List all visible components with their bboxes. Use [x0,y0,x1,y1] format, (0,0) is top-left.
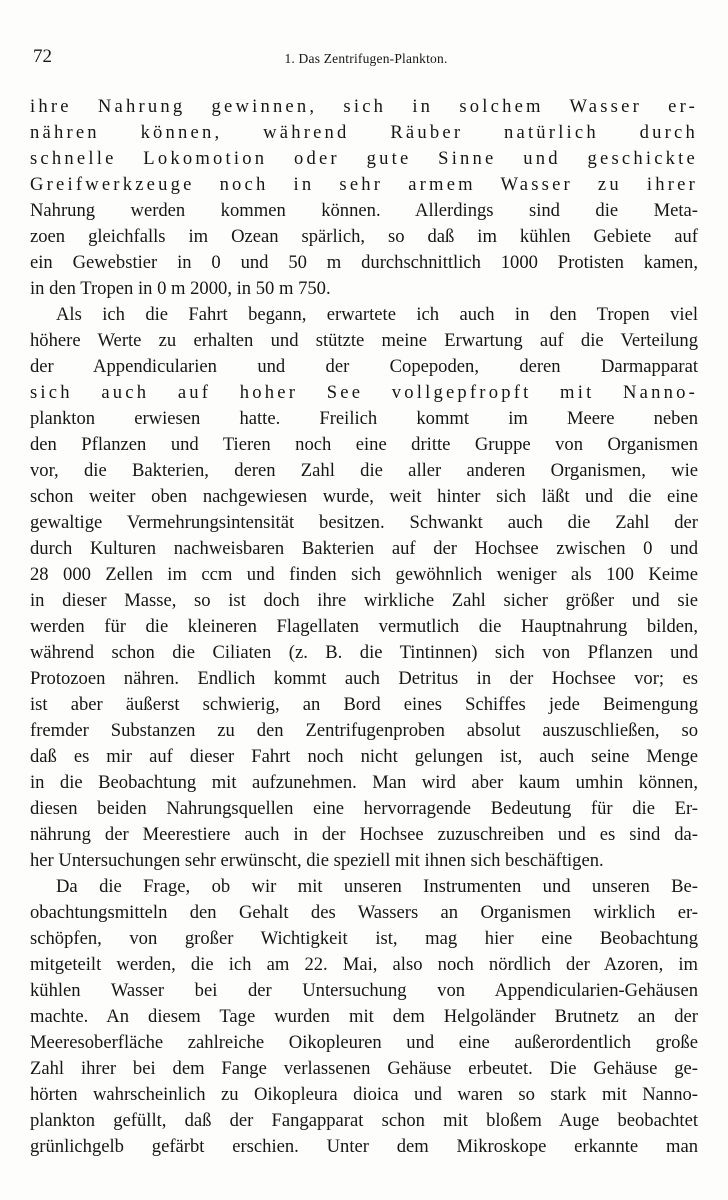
text-line: nährung der Meerestiere auch in der Hochsee zuzuschreiben und es sind da- [30,824,698,845]
text-line: werden für die kleineren Flagellaten vermutlich die Hauptnahrung bilden, [30,616,698,637]
text-line: Zahl ihrer bei dem Fange verlassenen Gehäuse erbeutet. Die Gehäuse ge- [30,1058,698,1079]
text-line: plankton gefüllt, daß der Fangapparat schon mit bloßem Auge beobachtet [30,1110,698,1131]
text-line: mitgeteilt werden, die ich am 22. Mai, also noch nördlich der Azoren, im [30,954,698,975]
page-number: 72 [33,46,52,67]
text-line: Nahrung werden kommen können. Allerdings sind die Meta- [30,200,698,221]
text-line: während schon die Ciliaten (z. B. die Tintinnen) sich von Pflanzen und [30,642,698,663]
text-line: Als ich die Fahrt begann, erwartete ich auch in den Tropen viel [56,304,698,325]
text-line: 28 000 Zellen im ccm und finden sich gewöhnlich weniger als 100 Keime [30,564,698,585]
page-header [33,46,699,70]
body-text [30,94,698,1160]
text-line: diesen beiden Nahrungsquellen eine hervorragende Bedeutung für die Er- [30,798,698,819]
text-line: daß es mir auf dieser Fahrt noch nicht gelungen ist, auch seine Menge [30,746,698,767]
text-line: gewaltige Vermehrungsintensität besitzen. Schwankt auch die Zahl der [30,512,698,533]
text-line: sich auch auf hoher See vollgepfropft mit Nanno- [30,382,698,403]
text-line: machte. An diesem Tage wurden mit dem Helgoländer Brutnetz an der [30,1006,698,1027]
text-line: nähren können, während Räuber natürlich durch [30,122,698,143]
text-line: durch Kulturen nachweisbaren Bakterien auf der Hochsee zwischen 0 und [30,538,698,559]
text-line: höhere Werte zu erhalten und stützte meine Erwartung auf die Verteilung [30,330,698,351]
text-line: schon weiter oben nachgewiesen wurde, weit hinter sich läßt und die eine [30,486,698,507]
text-line: Da die Frage, ob wir mit unseren Instrumenten und unseren Be- [56,876,698,897]
text-line: vor, die Bakterien, deren Zahl die aller anderen Organismen, wie [30,460,698,481]
text-line: der Appendicularien und der Copepoden, deren Darmapparat [30,356,698,377]
text-line: in den Tropen in 0 m 2000, in 50 m 750. [30,278,331,299]
text-line: den Pflanzen und Tieren noch eine dritte Gruppe von Organismen [30,434,698,455]
text-line: ist aber äußerst schwierig, an Bord eines Schiffes jede Beimengung [30,694,698,715]
text-line: Protozoen nähren. Endlich kommt auch Detritus in der Hochsee vor; es [30,668,698,689]
text-line: ihre Nahrung gewinnen, sich in solchem Wasser er- [30,96,698,117]
text-line: kühlen Wasser bei der Untersuchung von Appendicularien-Gehäusen [30,980,698,1001]
text-line: fremder Substanzen zu den Zentrifugenproben absolut auszuschließen, so [30,720,698,741]
running-head: 1. Das Zentrifugen-Plankton. [284,51,448,66]
text-line: her Untersuchungen sehr erwünscht, die speziell mit ihnen sich beschäftigen. [30,850,604,871]
text-line: hörten wahrscheinlich zu Oikopleura dioica und waren so stark mit Nanno- [30,1084,698,1105]
text-line: zoen gleichfalls im Ozean spärlich, so daß im kühlen Gebiete auf [30,226,698,247]
text-line: Meeresoberfläche zahlreiche Oikopleuren und eine außerordentlich große [30,1032,698,1053]
text-line: schnelle Lokomotion oder gute Sinne und geschickte [30,148,698,169]
text-line: obachtungsmitteln den Gehalt des Wassers an Organismen wirklich er- [30,902,698,923]
text-line: ein Gewebstier in 0 und 50 m durchschnittlich 1000 Protisten kamen, [30,252,698,273]
text-line: Greifwerkzeuge noch in sehr armem Wasser zu ihrer [30,174,698,195]
text-line: schöpfen, von großer Wichtigkeit ist, mag hier eine Beobachtung [30,928,698,949]
text-line: plankton erwiesen hatte. Freilich kommt im Meere neben [30,408,698,429]
text-line: in dieser Masse, so ist doch ihre wirkliche Zahl sicher größer und sie [30,590,698,611]
text-line: in die Beobachtung mit aufzunehmen. Man wird aber kaum umhin können, [30,772,698,793]
text-line: grünlichgelb gefärbt erschien. Unter dem Mikroskope erkannte man [30,1136,698,1157]
